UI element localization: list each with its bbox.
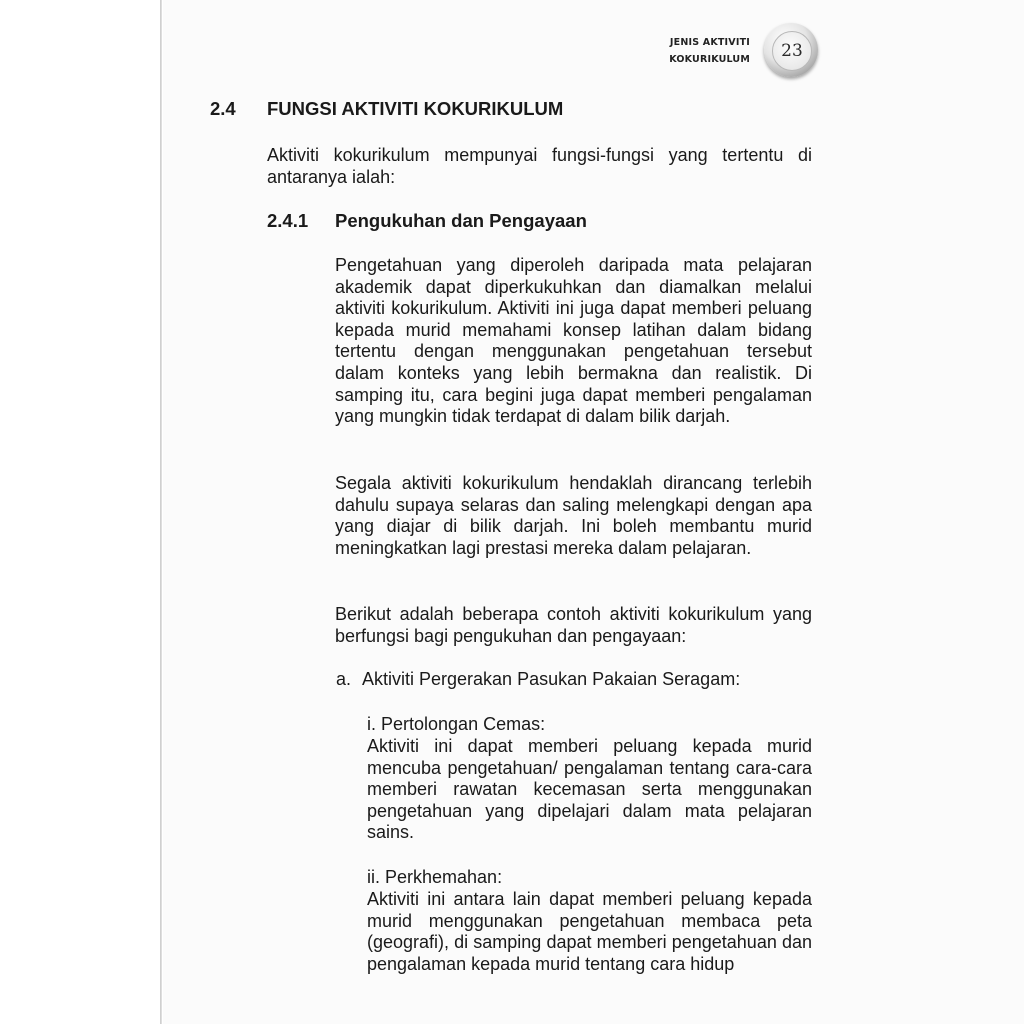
running-head — [640, 34, 750, 68]
scan-margin — [0, 0, 163, 1024]
page-number: 23 — [772, 31, 812, 71]
section-title: FUNGSI AKTIVITI KOKURIKULUM — [267, 98, 564, 119]
section-number: 2.4 — [210, 98, 236, 119]
running-head-line-2: KOKURIKULUM — [669, 54, 750, 65]
running-head-line-1: JENIS AKTIVITI — [669, 37, 750, 48]
paragraph-3: Berikut adalah beberapa contoh aktiviti kokurikulum yang berfungsi bagi pengukuhan dan pengayaan: — [335, 604, 812, 646]
subsection-title: Pengukuhan dan Pengayaan — [335, 210, 587, 231]
paragraph-2: Segala aktiviti kokurikulum hendaklah dirancang terlebih dahulu supaya selaras dan saling melengkapi dengan apa yang diajar di bilik darjah. Ini boleh membantu murid meningkatkan lagi prestasi mereka dalam pelajaran. — [335, 473, 812, 558]
list-item-a — [336, 669, 740, 691]
subsection-number: 2.4.1 — [267, 210, 309, 231]
list-item-i-title: i. Pertolongan Cemas: — [367, 714, 546, 734]
list-marker-a: a. — [336, 669, 352, 689]
list-item-ii-body: Aktiviti ini antara lain dapat memberi peluang kepada murid menggunakan pengetahuan membaca peta (geografi), di samping dapat memberi pengetahuan dan pengalaman kepada murid tentang cara hidup — [367, 889, 812, 974]
section-intro: Aktiviti kokurikulum mempunyai fungsi-fungsi yang tertentu di antaranya ialah: — [267, 145, 812, 187]
list-item-a-label: Aktiviti Pergerakan Pasukan Pakaian Seragam: — [362, 669, 741, 689]
page-number-badge — [764, 23, 818, 77]
list-item-i-body: Aktiviti ini dapat memberi peluang kepada murid mencuba pengetahuan/ pengalaman tentang cara-cara memberi rawatan kecemasan serta menggunakan pengetahuan yang dipelajari dalam mata pelajaran sains. — [367, 736, 812, 843]
list-item-ii-title: ii. Perkhemahan: — [367, 867, 503, 887]
page-edge-shadow — [160, 0, 162, 1024]
paragraph-1: Pengetahuan yang diperoleh daripada mata pelajaran akademik dapat diperkukuhkan dan diamalkan melalui aktiviti kokurikulum. Aktiviti ini juga dapat memberi peluang kepada murid memahami konsep latihan dalam bidang tertentu dengan menggunakan pengetahuan tersebut dalam konteks yang lebih bermakna dan realistik. Di samping itu, cara begini juga dapat memberi pengalaman yang mungkin tidak terdapat di dalam bilik darjah. — [335, 255, 812, 427]
